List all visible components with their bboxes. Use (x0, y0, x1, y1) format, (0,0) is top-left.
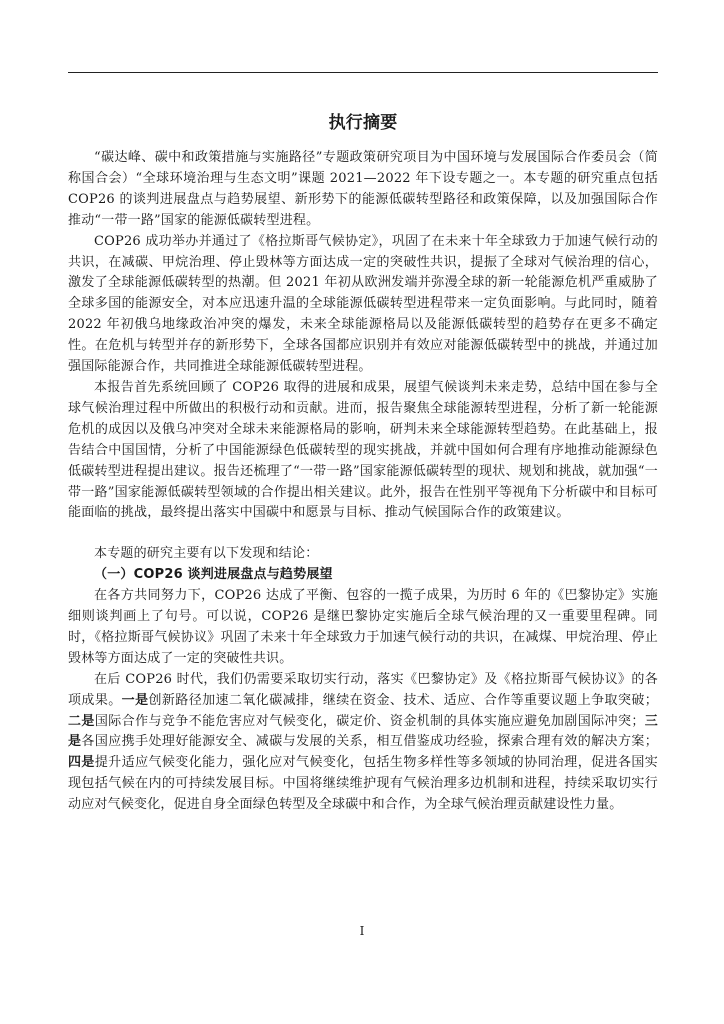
header-rule (68, 72, 658, 73)
para-text: 创新路径加速二氧化碳减排，继续在资金、技术、适应、合作等重要议题上争取突破； (148, 692, 658, 708)
section-paragraph-1: 在各方共同努力下，COP26 达成了平衡、包容的一揽子成果，为历时 6 年的《巴黎协定》实施细则谈判画上了句号。可以说，COP26 是继巴黎协定实施后全球气候治理的又一重要里程碑。同时，《格拉斯哥气候协议》巩固了未来十年全球致力于加速气候行动的共识，在减煤、甲烷治理、停止毁林等方面达成了一定的突破性共识。 (68, 588, 658, 666)
section-heading: （一）COP26 谈判进展盘点与趋势展望 (94, 567, 333, 583)
document-body (68, 110, 658, 816)
para-text: 提升适应气候变化能力，强化应对气候变化，包括生物多样性等多领域的协同治理，促进各国实现包括气候在内的可持续发展目标。中国将继续维护现有气候治理多边机制和进程，持续采取切实行动应对气候变化，促进自身全面绿色转型及全球碳中和合作，为全球气候治理贡献建设性力量。 (68, 755, 658, 813)
para-text: 在后 COP26 时代，我们仍需要采取切实行动，落实《巴黎协定》及《格拉斯哥气候协议》的各项成果。 (68, 671, 658, 708)
para-text: 各国应携手处理好能源安全、减碳与发展的关系，相互借鉴成功经验，探索合理有效的解决方案； (81, 734, 658, 750)
section-paragraph-2 (68, 670, 658, 816)
intro-paragraph-1: “碳达峰、碳中和政策措施与实施路径”专题政策研究项目为中国环境与发展国际合作委员会（简称国合会）“全球环境治理与生态文明”课题 2021—2022 年下设专题之一。本专题的研究重点包括 COP26 的谈判进展盘点与趋势展望、新形势下的能源低碳转型路径和政策保障，以及加强国际合作推动“一带一路”国家的能源低碳转型进程。 (68, 150, 658, 228)
page-title: 执行摘要 (328, 113, 398, 133)
intro-paragraph-2: COP26 成功举办并通过了《格拉斯哥气候协定》，巩固了在未来十年全球致力于加速气候行动的共识，在减碳、甲烷治理、停止毁林等方面达成一定的突破性共识，提振了全球对气候治理的信心，激发了全球能源低碳转型的热潮。但 2021 年初从欧洲发端并弥漫全球的新一轮能源危机严重威胁了全球多国的能源安全，对本应迅速升温的全球能源低碳转型进程带来一定负面影响。与此同时，随着 2022 年初俄乌地缘政治冲突的爆发，未来全球能源格局以及能源低碳转型的趋势存在更多不确定性。在危机与转型并存的新形势下，全球各国都应识别并有效应对能源低碳转型中的挑战，并通过加强国际能源合作，共同推进全球能源低碳转型进程。 (68, 233, 658, 375)
keyword-third: 三是 (68, 713, 658, 750)
intro-paragraph-3: 本报告首先系统回顾了 COP26 取得的进展和成果，展望气候谈判未来走势，总结中国在参与全球气候治理过程中所做出的积极行动和贡献。进而，报告聚焦全球能源转型进程，分析了新一轮能源危机的成因以及俄乌冲突对全球未来能源格局的影响，研判未来全球能源转型趋势。在此基础上，报告结合中国国情，分析了中国能源绿色低碳转型的现实挑战，并就中国如何合理有序地推动能源绿色低碳转型进程提出建议。报告还梳理了“一带一路”国家能源低碳转型的现状、规划和挑战，就加强“一带一路”国家能源低碳转型领域的合作提出相关建议。此外，报告在性别平等视角下分析碳中和目标可能面临的挑战，最终提出落实中国碳中和愿景与目标、推动气候国际合作的政策建议。 (68, 379, 658, 521)
findings-intro: 本专题的研究主要有以下发现和结论： (94, 546, 319, 562)
keyword-second: 二是 (68, 713, 95, 729)
spacer (68, 524, 658, 544)
page-number: I (359, 924, 365, 938)
keyword-fourth: 四是 (68, 755, 95, 771)
para-text: 国际合作与竞争不能危害应对气候变化，碳定价、资金机制的具体实施应避免加剧国际冲突； (94, 713, 645, 729)
keyword-first: 一是 (121, 692, 149, 708)
